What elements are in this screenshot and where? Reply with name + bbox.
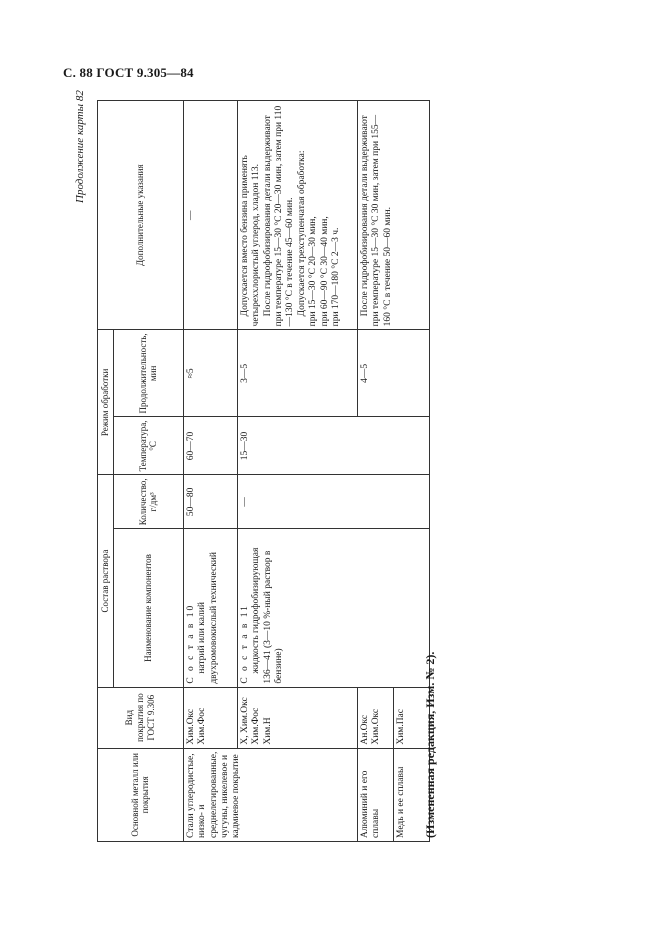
process-table xyxy=(97,100,430,842)
note-line: После гидрофобизирования детали выдерживают при температуре 15—30 °С 30 мин, затем при 155—160 °С в течение 50—60 мин. xyxy=(359,114,393,327)
table-row xyxy=(183,101,237,842)
header-duration: Продолжительность, мин xyxy=(113,330,183,417)
cell-notes xyxy=(357,101,429,330)
cell-quantity: 50—80 xyxy=(183,475,237,529)
header-coating-type: Вид покрытия по ГОСТ 9.306 xyxy=(98,687,184,748)
cell-duration: 4—5 xyxy=(357,330,429,417)
header-notes: Дополнительные указания xyxy=(98,101,184,330)
cell-notes: — xyxy=(183,101,237,330)
note-line: После гидрофобизирования детали выдерживают при температуре 15—30 °С 20—30 мин, затем при 110—130 °С в течение 45—60 мин. xyxy=(262,105,296,327)
cell-coating: Хим.Окс Хим.Фос xyxy=(183,687,237,748)
header-quantity: Количество, г/дм³ xyxy=(113,475,183,529)
cell-quantity: — xyxy=(237,475,429,529)
cell-temperature: 15—30 xyxy=(237,417,429,475)
table-row xyxy=(237,101,357,842)
cell-base-metal: Алюминий и его сплавы xyxy=(357,748,393,841)
cell-duration: ≈5 xyxy=(183,330,237,417)
cell-base-metal: Медь и ее сплавы xyxy=(393,748,429,841)
note-line: Допускается трехступенчатая обработка: xyxy=(296,150,307,317)
component-text: жидкость гидрофобизирующая 136—41 (3—10 %-ный раствор в бензине) xyxy=(251,547,284,684)
cell-coating: Хим.Пас xyxy=(393,687,429,748)
composition-label: С о с т а в 10 xyxy=(185,603,196,684)
note-line: при 60—90 °С 30—40 мин, xyxy=(319,216,330,327)
footnote: (Измененная редакция, Изм. № 2). xyxy=(423,651,437,838)
cell-base-metal: Стали углеродистые, низко- и среднелегированные, чугуны, никелевое и кадмиевое покрытие xyxy=(183,748,357,841)
cell-coating: Х, Хим.Окс Хим.Фос Хим.Н xyxy=(237,687,357,748)
continuation-label: Продолжение карты 82 xyxy=(74,90,86,203)
component-text: натрий или калий двухромовокислый технический xyxy=(197,552,219,684)
header-component-name: Наименование компонентов xyxy=(113,529,183,687)
note-line: при 15—30 °С 20—30 мин, xyxy=(308,216,319,327)
note-line: при 170—180 °С 2—3 ч. xyxy=(330,227,341,327)
header-base-metal: Основной металл или покрытия xyxy=(98,748,184,841)
page-title: С. 88 ГОСТ 9.305—84 xyxy=(63,65,194,80)
cell-components xyxy=(183,529,237,687)
note-line: Допускается вместо бензина применять четыреххлористый углерод, хладон 113. xyxy=(239,155,262,327)
rotated-table-block xyxy=(97,100,406,842)
cell-temperature: 60—70 xyxy=(183,417,237,475)
cell-notes xyxy=(237,101,357,330)
header-row-1 xyxy=(98,101,114,842)
header-solution-group: Состав раствора xyxy=(98,475,114,687)
header-temperature: Температура, °С xyxy=(113,417,183,475)
cell-coating: Ан.Окс Хим.Окс xyxy=(357,687,393,748)
cell-duration: 3—5 xyxy=(237,330,357,417)
header-mode-group: Режим обработки xyxy=(98,330,114,475)
composition-label: С о с т а в 11 xyxy=(239,604,250,684)
cell-components xyxy=(237,529,429,687)
